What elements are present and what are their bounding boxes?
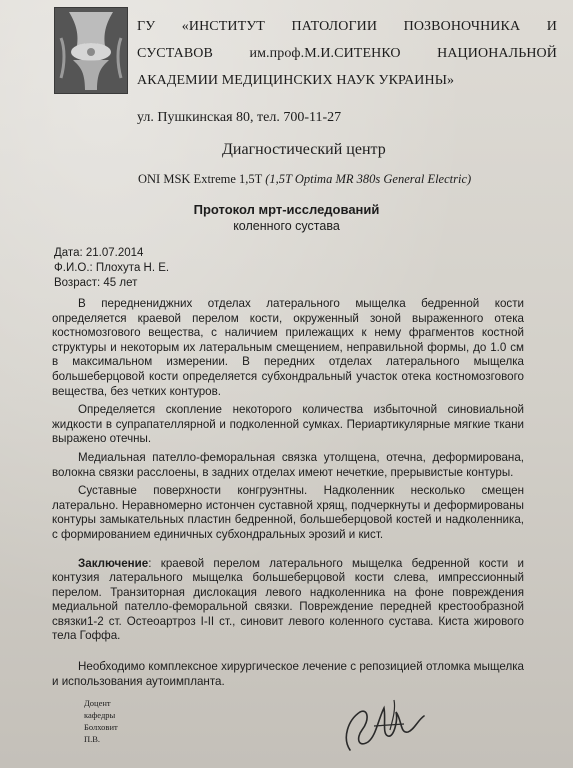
header-line-1: ГУ «ИНСТИТУТ ПАТОЛОГИИ ПОЗВОНОЧНИКА И [137,19,557,34]
header-line-2: СУСТАВОВ им.проф.М.И.СИТЕНКО НАЦИОНАЛЬНОЙ [137,46,557,61]
conclusion-text: : краевой перелом латерального мыщелка бедренной кости и контузия латерального мыщелка большеберцовой кости слева, импрессионный перелом. Транзиторная дислокация левого надколенника на фоне повреждения медиальной пателло-феморальной связки. Повреждение передней крестообразной связки1-2 ст. Остеоартроз I-II ст., синовит левого коленного сустава. Киста жирового тела Гоффа. [52,556,524,643]
conclusion-label: Заключение [78,556,149,570]
institute-logo [54,7,128,94]
knee-joint-emblem-icon [55,8,127,93]
report-body [52,297,524,693]
scanner-model: ONI MSK Extreme 1,5T (1,5T Optima MR 380s General Electric) [138,172,472,186]
conclusion-paragraph [52,557,524,645]
finding-paragraph: В переднениджних отделах латерального мыщелка бедренной кости определяется краевой перелом кости, окруженный зоной выраженного отека костномозгового вещества, с наличием прилежащих к нему фрагментов костной структуры и некоторым их латеральным смещением, неправильной формы, до 1.0 см в максимальном измерении. В передних отделах латерального мыщелка большеберцовой кости определяется субхондральный участок отека костномозгового вещества, без четких контуров. [52,297,524,398]
finding-paragraph: Определяется скопление некоторого количества избыточной синовиальной жидкости в супрапателлярной и подколенной сумках. Периартикулярные мягкие ткани выражено отечны. [52,403,524,446]
recommendation-paragraph: Необходимо комплексное хирургическое лечение с репозицией отломка мыщелка и использования аутоимпланта. [52,660,524,688]
finding-paragraph: Суставные поверхности конгруэнтны. Надколенник несколько смещен латерально. Неравномерно истончен суставной хрящ, подчеркнуты и деформированы контуры замыкательных пластин бедренной, большеберцовой костей и надколенника, с формированием единичных субхондральных эрозий и кист. [52,484,524,541]
exam-date: Дата: 21.07.2014 [54,247,144,259]
institute-address: ул. Пушкинская 80, тел. 700-11-27 [137,110,342,125]
patient-name: Ф.И.О.: Плохута Н. Е. [54,262,170,274]
header-line-3: АКАДЕМИИ МЕДИЦИНСКИХ НАУК УКРАИНЫ» [137,73,455,88]
diagnostic-center-title: Диагностический центр [222,141,386,158]
protocol-title: Протокол мрт-исследований [193,202,380,217]
handwritten-signature [338,690,428,765]
protocol-subtitle: коленного сустава [233,219,340,233]
finding-paragraph: Медиальная пателло-феморальная связка утолщена, отечна, деформирована, волокна связки расслоены, в задних отделах имеют нечеткие, прерывистые контуры. [52,450,524,479]
signatory-block: Доцент кафедры Болховит П.В. [84,698,118,744]
patient-age: Возраст: 45 лет [54,277,138,289]
